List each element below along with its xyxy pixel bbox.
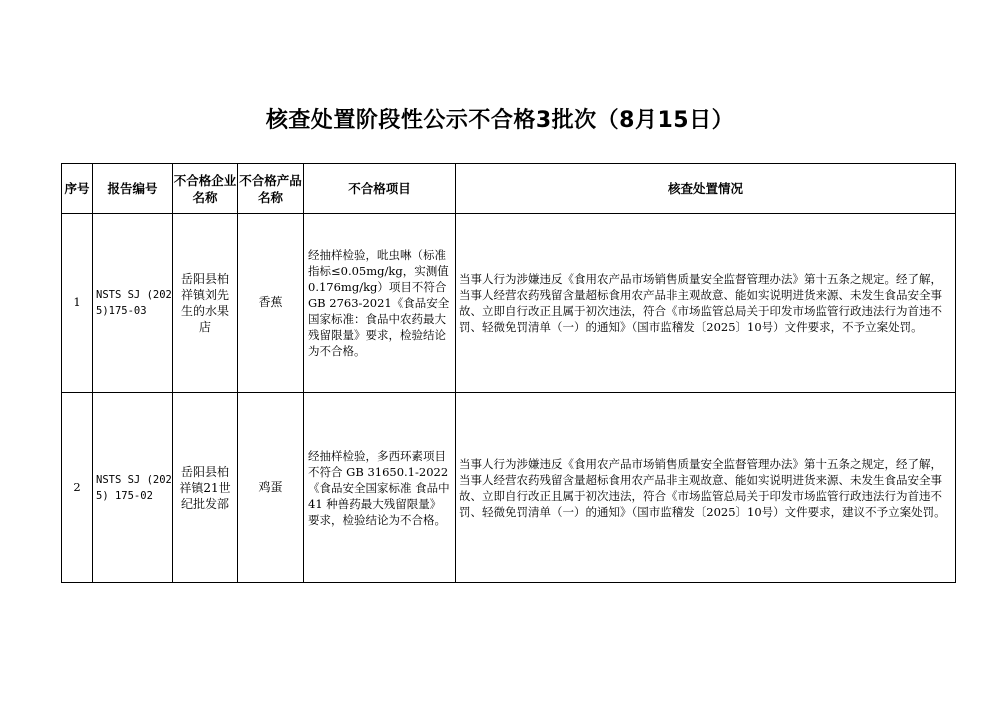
cell-item: 经抽样检验，多西环素项目不符合 GB 31650.1-2022《食品安全国家标准 食品中 41 种兽药最大残留限量》要求，检验结论为不合格。 (304, 393, 456, 583)
header-product: 不合格产品名称 (238, 164, 304, 214)
cell-report-no: NSTS SJ (2025) 175-02 (93, 393, 173, 583)
header-seq: 序号 (62, 164, 93, 214)
table-header-row (62, 164, 956, 214)
header-company: 不合格企业名称 (173, 164, 238, 214)
cell-seq: 1 (62, 214, 93, 393)
cell-product: 鸡蛋 (238, 393, 304, 583)
header-item: 不合格项目 (304, 164, 456, 214)
nonconforming-table (61, 163, 956, 583)
cell-seq: 2 (62, 393, 93, 583)
cell-handling: 当事人行为涉嫌违反《食用农产品市场销售质量安全监督管理办法》第十五条之规定，经了解，当事人经营农药残留含量超标食用农产品非主观故意、能如实说明进货来源、未发生食品安全事故、立即自行改正且属于初次违法，符合《市场监管总局关于印发市场监管行政违法行为首违不罚、轻微免罚清单（一）的通知》（国市监稽发〔2025〕10号）文件要求，建议不予立案处罚。 (456, 393, 956, 583)
cell-item: 经抽样检验，吡虫啉（标准指标≤0.05mg/kg，实测值0.176mg/kg）项目不符合GB 2763-2021《食品安全国家标准：食品中农药最大残留限量》要求，检验结论为不合格。 (304, 214, 456, 393)
cell-product: 香蕉 (238, 214, 304, 393)
cell-company: 岳阳县柏祥镇21世纪批发部 (173, 393, 238, 583)
document-title: 核查处置阶段性公示不合格3批次（8月15日） (265, 108, 735, 133)
cell-company: 岳阳县柏祥镇刘先生的水果店 (173, 214, 238, 393)
header-handling: 核查处置情况 (456, 164, 956, 214)
cell-report-no: NSTS SJ (2025)175-03 (93, 214, 173, 393)
header-report-no: 报告编号 (93, 164, 173, 214)
table-row (62, 393, 956, 583)
cell-handling: 当事人行为涉嫌违反《食用农产品市场销售质量安全监督管理办法》第十五条之规定。经了解，当事人经营农药残留含量超标食用农产品非主观故意、能如实说明进货来源、未发生食品安全事故、立即自行改正且属于初次违法，符合《市场监管总局关于印发市场监管行政违法行为首违不罚、轻微免罚清单（一）的通知》（国市监稽发〔2025〕10号）文件要求，不予立案处罚。 (456, 214, 956, 393)
table-row (62, 214, 956, 393)
